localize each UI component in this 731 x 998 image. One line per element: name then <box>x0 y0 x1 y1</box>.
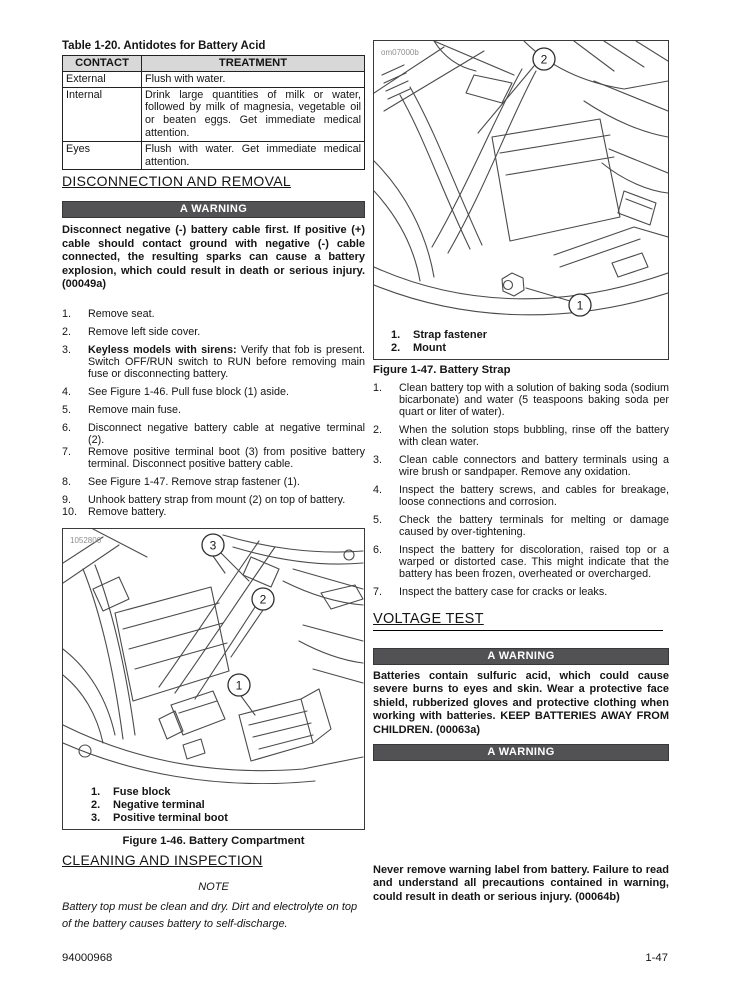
legend-number: 2. <box>391 342 401 354</box>
step-number: 1. <box>62 308 72 321</box>
list-item <box>62 494 365 506</box>
step-number: 5. <box>373 514 383 526</box>
figure-watermark: 1052800 <box>70 536 102 546</box>
step-text: Disconnect negative battery cable at negative terminal (2). <box>88 422 365 447</box>
document-number: 94000968 <box>62 952 113 964</box>
note-label: NOTE <box>198 881 229 894</box>
removal-steps-list <box>62 308 365 518</box>
list-item <box>62 386 365 398</box>
column-header-contact: CONTACT <box>63 56 142 72</box>
svg-text:3: 3 <box>209 538 217 553</box>
callout-3 <box>202 534 249 581</box>
svg-text:1: 1 <box>235 678 243 693</box>
list-item <box>62 326 365 338</box>
legend-label: Negative terminal <box>113 799 205 812</box>
step-number: 9. <box>62 494 72 507</box>
svg-text:1: 1 <box>576 298 584 313</box>
step-text: Unhook battery strap from mount (2) on top of battery. <box>88 494 346 507</box>
legend-number: 3. <box>91 812 101 825</box>
step-number: 5. <box>62 404 72 417</box>
cleaning-steps-list <box>373 382 669 598</box>
step-number: 4. <box>373 484 383 496</box>
step-number: 10. <box>62 506 78 519</box>
step-text: Inspect the battery for discoloration, raised top or a warped or distorted case. This might indicate that the battery has been frozen, overheated or overcharged. <box>399 544 669 580</box>
left-column <box>62 40 365 933</box>
list-item <box>62 422 365 446</box>
legend-label: Mount <box>413 342 446 354</box>
list-item <box>62 506 365 518</box>
treatment-cell: Drink large quantities of milk or water, followed by milk of magnesia, vegetable oil or beaten eggs. Get immediate medical attention. <box>142 87 365 141</box>
list-item <box>62 344 365 380</box>
legend-label: Strap fastener <box>413 329 487 341</box>
step-text: See Figure 1-46. Pull fuse block (1) aside. <box>88 386 290 399</box>
step-text: Inspect the battery case for cracks or leaks. <box>399 586 608 598</box>
list-item <box>62 404 365 416</box>
step-text: Remove positive terminal boot (3) from positive battery terminal. Disconnect positive battery cable. <box>88 446 365 471</box>
column-header-treatment: TREATMENT <box>142 56 365 72</box>
page-number: 1-47 <box>645 952 668 964</box>
legend-number: 1. <box>391 329 401 341</box>
step-text: Remove left side cover. <box>88 326 201 339</box>
list-item <box>62 446 365 470</box>
figure-battery-compartment <box>62 528 365 830</box>
list-item <box>373 484 669 508</box>
note-paragraph: Battery top must be clean and dry. Dirt and electrolyte on top of the battery causes battery to self-discharge. <box>62 901 358 931</box>
list-item <box>373 586 669 598</box>
figure-battery-strap <box>373 40 669 360</box>
list-item <box>373 544 669 580</box>
legend-item <box>91 786 364 799</box>
right-column <box>373 40 669 904</box>
step-text: Clean cable connectors and battery terminals using a wire brush or sandpaper. Remove any oxidation. <box>399 454 669 478</box>
antidotes-table <box>62 55 365 170</box>
step-number: 3. <box>373 454 383 466</box>
list-item <box>373 382 669 418</box>
legend-item <box>91 812 364 825</box>
section-heading-disconnection: DISCONNECTION AND REMOVAL <box>62 173 291 190</box>
table-row <box>63 71 365 87</box>
table-header-row <box>63 56 365 72</box>
legend-item <box>391 329 668 342</box>
step-number: 7. <box>373 586 383 598</box>
line-art <box>63 529 363 784</box>
step-number: 3. <box>62 344 72 357</box>
warning-paragraph: Never remove warning label from battery. Failure to read and understand all precautions contained in warning, could result in death or serious injury. (00064b) <box>373 864 669 903</box>
warning-banner: A WARNING <box>62 201 365 218</box>
step-text: When the solution stops bubbling, rinse off the battery with clean water. <box>399 424 669 448</box>
warning-banner: A WARNING <box>373 744 669 761</box>
step-text: See Figure 1-47. Remove strap fastener (1). <box>88 476 300 489</box>
list-item <box>62 476 365 488</box>
step-text: Keyless models with sirens: Verify that fob is present. Switch OFF/RUN switch to RUN before removing main fuse or disconnecting battery. <box>88 344 366 381</box>
step-text: Clean battery top with a solution of baking soda (sodium bicarbonate) and water (5 teaspoons baking soda per quart or liter of water). <box>399 382 669 418</box>
step-text: Inspect the battery screws, and cables for breakage, loose connections and corrosion. <box>399 484 669 508</box>
battery-strap-illustration <box>374 41 668 327</box>
contact-cell: External <box>63 71 142 87</box>
step-number: 8. <box>62 476 72 489</box>
step-number: 6. <box>373 544 383 556</box>
section-heading-voltage-test <box>373 610 663 631</box>
figure-watermark: om07000b <box>381 48 419 57</box>
table-row <box>63 141 365 170</box>
callout-2 <box>478 48 555 133</box>
callout-1 <box>228 674 255 715</box>
legend-number: 2. <box>91 799 101 812</box>
step-text: Check the battery terminals for melting or damage caused by over-tightening. <box>399 514 669 538</box>
list-item <box>373 514 669 538</box>
legend-item <box>391 342 668 355</box>
list-item <box>373 454 669 478</box>
figure-caption: Figure 1-46. Battery Compartment <box>122 835 305 848</box>
treatment-cell: Flush with water. <box>142 71 365 87</box>
section-heading-cleaning: CLEANING AND INSPECTION <box>62 852 263 869</box>
step-number: 2. <box>62 326 72 339</box>
heading-text: VOLTAGE TEST <box>373 611 484 627</box>
step-text: Remove battery. <box>88 506 167 519</box>
step-number: 1. <box>373 382 383 394</box>
warning-banner: A WARNING <box>373 648 669 665</box>
treatment-cell: Flush with water. Get immediate medical attention. <box>142 141 365 170</box>
step-number: 6. <box>62 422 72 435</box>
list-item <box>62 308 365 320</box>
figure-caption: Figure 1-47. Battery Strap <box>373 364 511 376</box>
step-number: 2. <box>373 424 383 436</box>
svg-text:2: 2 <box>540 52 548 67</box>
table-row <box>63 87 365 141</box>
table-title: Table 1-20. Antidotes for Battery Acid <box>62 40 266 52</box>
list-item <box>373 424 669 448</box>
step-text: Remove main fuse. <box>88 404 182 417</box>
warning-paragraph: Disconnect negative (-) battery cable first. If positive (+) cable should contact ground with negative (-) cable connected, the resulting sparks can cause a battery explosion, which could result in death or serious injury. (00049a) <box>62 224 365 290</box>
contact-cell: Internal <box>63 87 142 141</box>
step-text: Remove seat. <box>88 308 155 321</box>
figure-legend <box>374 327 668 359</box>
contact-cell: Eyes <box>63 141 142 170</box>
legend-item <box>91 799 364 812</box>
warning-paragraph: Batteries contain sulfuric acid, which could cause severe burns to eyes and skin. Wear a protective face shield, rubberized gloves and protective clothing when working with batteries. KEEP BATTERIES AWAY FROM CHILDREN. (00063a) <box>373 670 669 736</box>
callout-1 <box>526 288 591 316</box>
page-footer <box>62 952 668 964</box>
legend-label: Fuse block <box>113 786 171 799</box>
figure-legend <box>63 784 364 829</box>
battery-compartment-illustration <box>63 529 364 784</box>
step-number: 7. <box>62 446 72 459</box>
legend-label: Positive terminal boot <box>113 812 228 825</box>
legend-number: 1. <box>91 786 101 799</box>
svg-text:2: 2 <box>259 592 267 607</box>
step-number: 4. <box>62 386 72 399</box>
